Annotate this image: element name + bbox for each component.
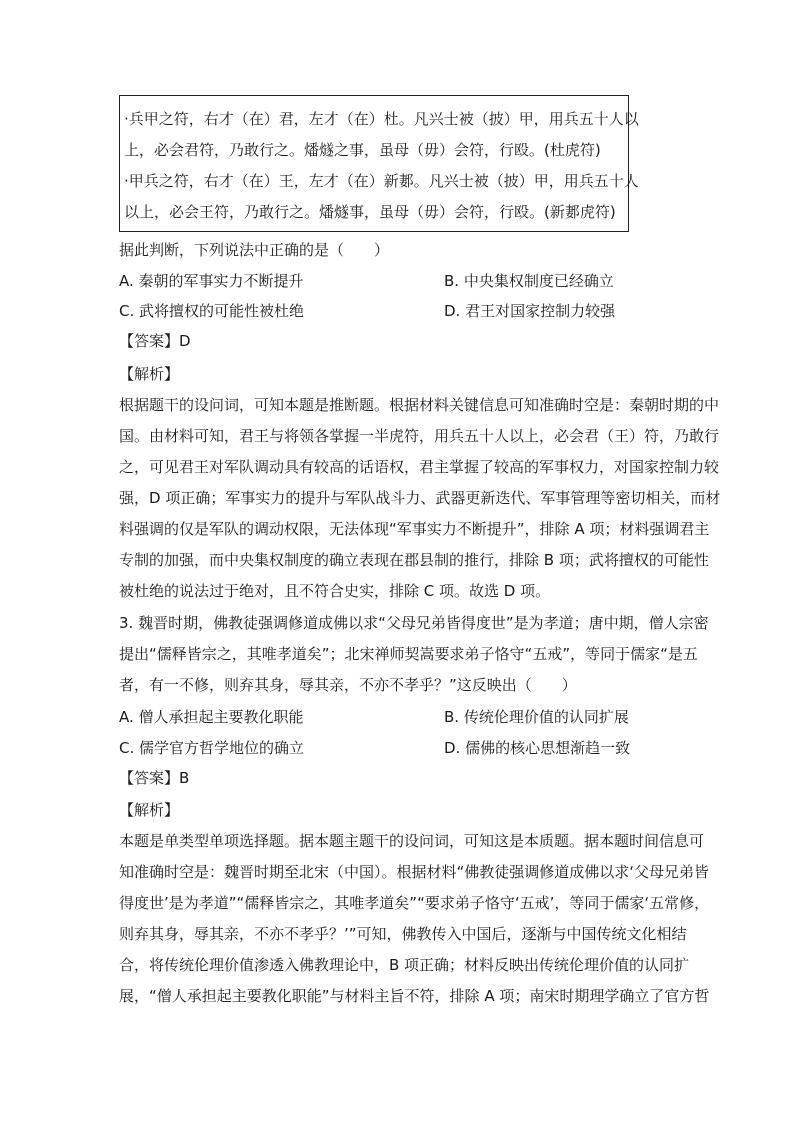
q3-analysis-line: 得度世’是为孝道”“儒释皆宗之，其唯孝道矣”“要求弟子恪守‘五戒’，等同于儒家‘五常修， xyxy=(119,894,710,912)
q2-analysis-line: 被杜绝的说法过于绝对，且不符合史实，排除 C 项。故选 D 项。 xyxy=(119,582,551,600)
q2-analysis-line: 强，D 项正确；军事实力的提升与军队战斗力、武器更新迭代、军事管理等密切相关，而材 xyxy=(119,489,721,507)
q2-option-b: B. 中央集权制度已经确立 xyxy=(444,272,614,290)
q3-analysis-line: 本题是单类型单项选择题。据本题主题干的设问词，可知这是本质题。据本题时间信息可 xyxy=(119,832,705,850)
q3-analysis-label: 【解析】 xyxy=(119,801,180,819)
q2-option-d: D. 君王对国家控制力较强 xyxy=(444,302,616,320)
q2-analysis-line: 根据题干的设问词，可知本题是推断题。根据材料关键信息可知准确时空是：秦朝时期的中 xyxy=(119,396,720,414)
q3-stem-line: 3. 魏晋时期，佛教徒强调修道成佛以求“父母兄弟皆得度世”是为孝道；唐中期，僧人宗密 xyxy=(119,614,709,632)
q2-stem: 据此判断，下列说法中正确的是（ ） xyxy=(119,241,390,259)
q3-analysis-line: 展，“僧人承担起主要教化职能”与材料主旨不符，排除 A 项；南宋时期理学确立了官方哲 xyxy=(119,987,710,1005)
q2-analysis-line: 国。由材料可知，君王与将领各掌握一半虎符，用兵五十人以上，必会君（王）符，乃敢行 xyxy=(119,427,720,445)
q2-analysis-line: 专制的加强，而中央集权制度的确立表现在郡县制的推行，排除 B 项；武将擅权的可能性 xyxy=(119,551,709,569)
q2-option-a: A. 秦朝的军事实力不断提升 xyxy=(119,272,304,290)
q3-analysis-line: 知准确时空是：魏晋时期至北宋（中国）。根据材料“佛教徒强调修道成佛以求‘父母兄弟皆 xyxy=(119,863,710,881)
q2-option-c: C. 武将擅权的可能性被杜绝 xyxy=(119,302,305,320)
q2-analysis-label: 【解析】 xyxy=(119,365,180,383)
q3-option-a: A. 僧人承担起主要教化职能 xyxy=(119,708,304,726)
q2-analysis-line: 之，可见君王对军队调动具有较高的话语权，君主掌握了较高的军事权力，对国家控制力较 xyxy=(119,458,720,476)
q3-stem-line: 者，有一不修，则弃其身，辱其亲，不亦不孝乎？”这反映出（ ） xyxy=(119,676,577,694)
quote-line: ·甲兵之符，右才（在）王，左才（在）新郪。凡兴士被（披）甲，用兵五十人 xyxy=(124,172,639,190)
q2-answer: 【答案】D xyxy=(119,332,191,350)
q3-stem-line: 提出“儒释皆宗之，其唯孝道矣”；北宋禅师契嵩要求弟子恪守“五戒”，等同于儒家“是五 xyxy=(119,645,698,663)
quote-line: ·兵甲之符，右才（在）君，左才（在）杜。凡兴士被（披）甲，用兵五十人以 xyxy=(124,110,639,128)
q3-option-d: D. 儒佛的核心思想渐趋一致 xyxy=(444,739,631,757)
q2-analysis-line: 料强调的仅是军队的调动权限，无法体现“军事实力不断提升”，排除 A 项；材料强调君主 xyxy=(119,520,710,538)
q3-analysis-line: 则弃其身，辱其亲，不亦不孝乎？’”可知，佛教传入中国后，逐渐与中国传统文化相结 xyxy=(119,925,687,943)
quote-line: 以上，必会王符，乃敢行之。燔燧事，虽母（毋）会符，行殴。(新郪虎符) xyxy=(124,203,616,221)
quote-line: 上，必会君符，乃敢行之。燔燧之事，虽母（毋）会符，行殴。(杜虎符) xyxy=(124,141,601,159)
q3-option-c: C. 儒学官方哲学地位的确立 xyxy=(119,739,305,757)
source-quote-box xyxy=(119,95,639,232)
q3-analysis-line: 合，将传统伦理价值渗透入佛教理论中，B 项正确；材料反映出传统伦理价值的认同扩 xyxy=(119,956,690,974)
q3-answer: 【答案】B xyxy=(119,769,190,787)
q3-option-b: B. 传统伦理价值的认同扩展 xyxy=(444,708,629,726)
